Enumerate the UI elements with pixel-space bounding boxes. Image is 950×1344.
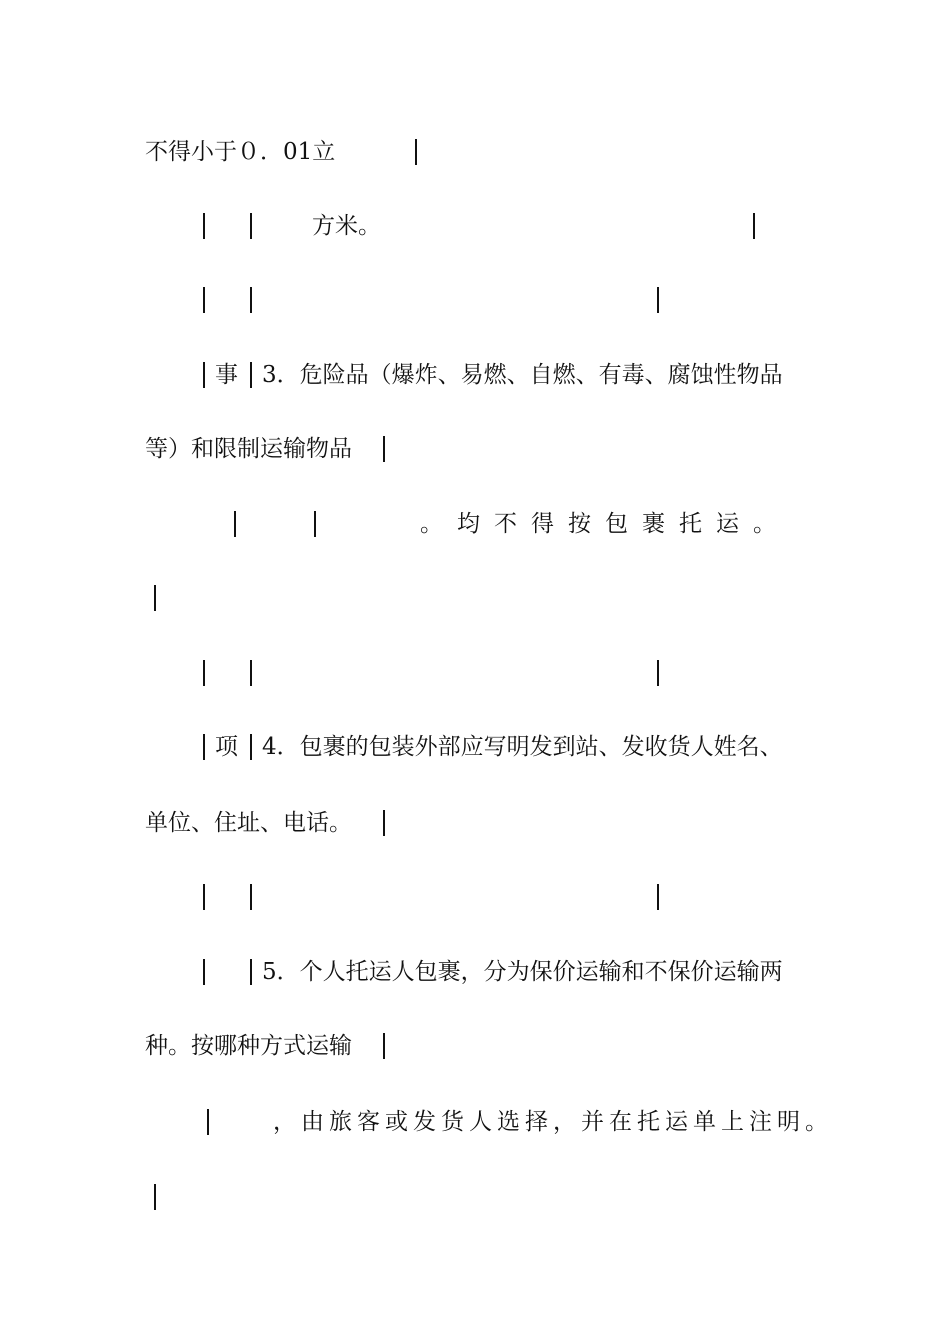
text-line-1: 不得小于０．01立	[145, 139, 336, 165]
text-line-12: 5．个人托运人包裹，分为保价运输和不保价运输两	[262, 959, 783, 985]
table-border	[383, 810, 385, 836]
table-border	[250, 734, 252, 760]
table-border	[203, 959, 205, 985]
text-line-2: 方米。	[312, 213, 381, 239]
table-border	[314, 511, 316, 537]
table-border	[203, 660, 205, 686]
table-border	[203, 884, 205, 910]
text-line-4: 3．危险品（爆炸、易燃、自燃、有毒、腐蚀性物品	[262, 362, 783, 388]
table-border	[657, 287, 659, 313]
table-border	[203, 287, 205, 313]
table-border	[383, 1033, 385, 1059]
table-border	[207, 1109, 209, 1135]
table-border	[250, 213, 252, 239]
text-line-6: 。均不得按包裹托运。	[420, 511, 790, 537]
table-border	[203, 362, 205, 388]
table-border	[250, 287, 252, 313]
table-border	[250, 660, 252, 686]
text-line-5: 等）和限制运输物品	[145, 436, 352, 462]
text-line-10: 单位、住址、电话。	[145, 810, 352, 836]
table-border	[203, 734, 205, 760]
table-border	[234, 511, 236, 537]
row-label-xiang: 项	[215, 734, 238, 760]
table-border	[657, 660, 659, 686]
table-border	[250, 959, 252, 985]
table-border	[154, 1184, 156, 1210]
text-line-13: 种。按哪种方式运输	[145, 1033, 352, 1059]
table-border	[657, 884, 659, 910]
table-border	[383, 436, 385, 462]
text-line-14: ，由旅客或发货人选择，并在托运单上注明。	[273, 1109, 833, 1135]
table-border	[250, 884, 252, 910]
table-border	[154, 585, 156, 611]
row-label-shi: 事	[215, 362, 238, 388]
table-border	[203, 213, 205, 239]
text-line-9: 4．包裹的包装外部应写明发到站、发收货人姓名、	[262, 734, 783, 760]
table-border	[753, 213, 755, 239]
table-border	[415, 139, 417, 165]
table-border	[250, 362, 252, 388]
